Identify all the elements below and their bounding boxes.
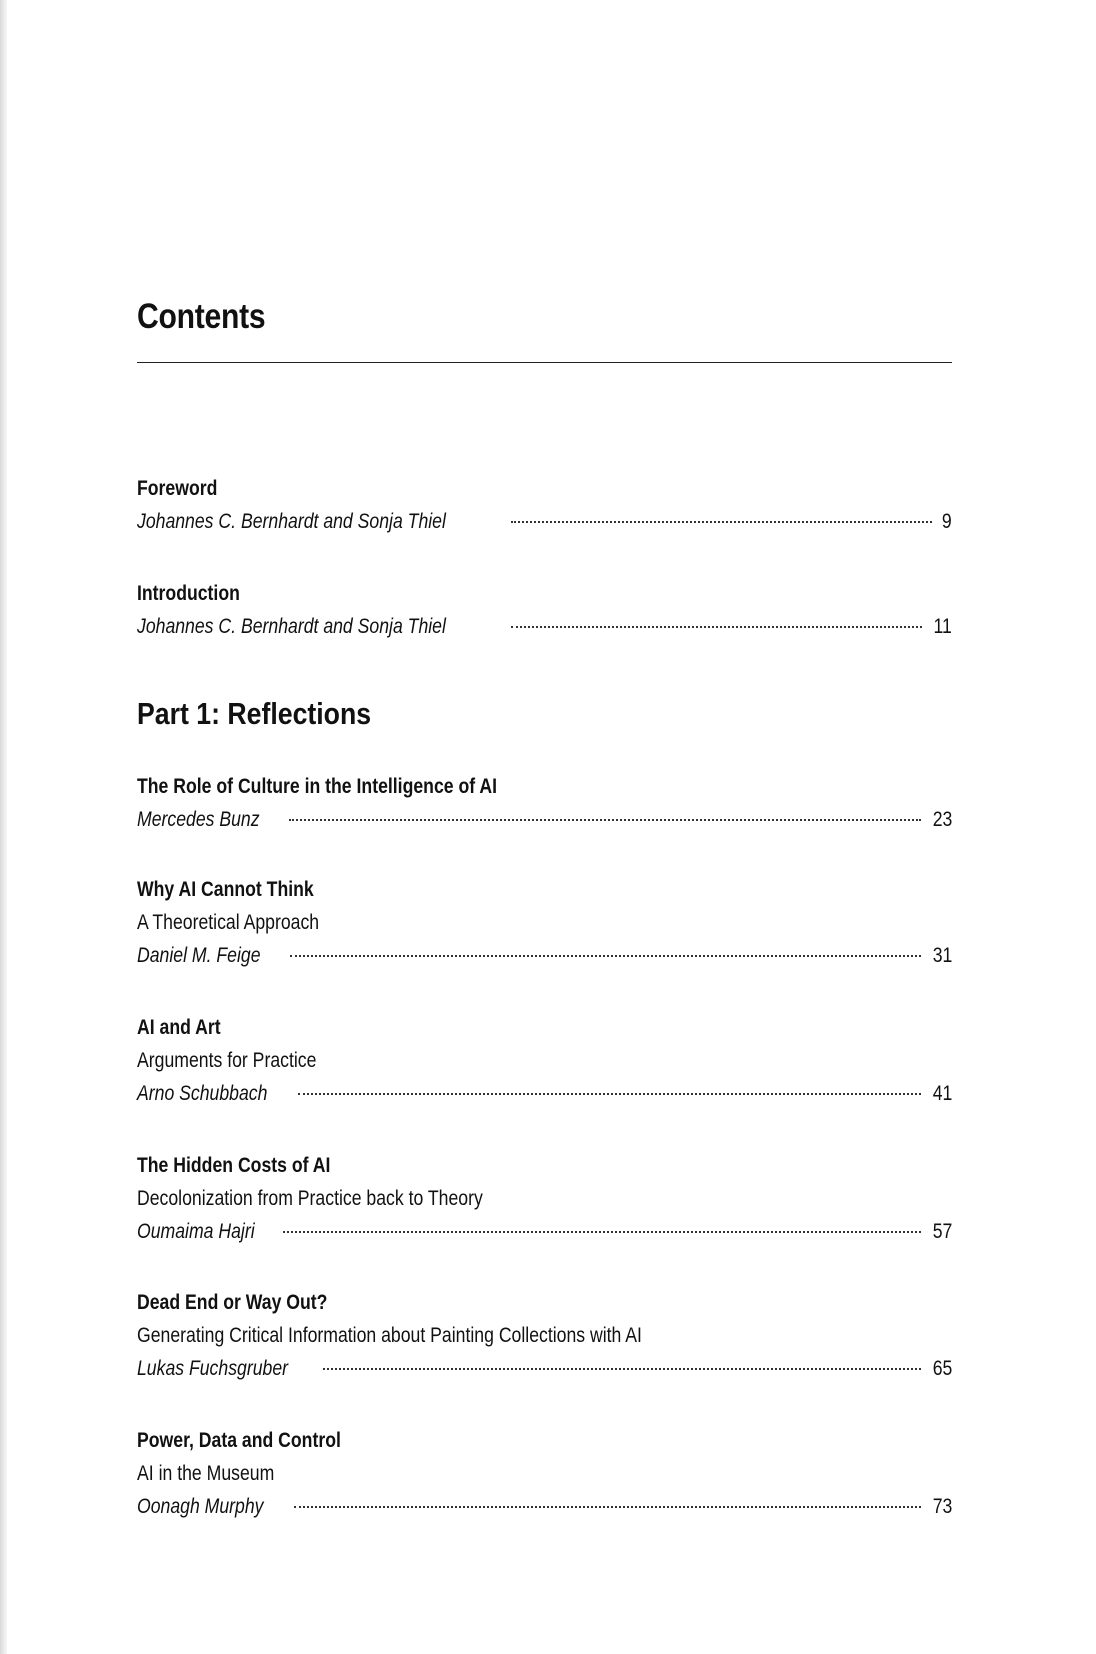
entry-author-line: [137, 803, 952, 836]
toc-entry-why-ai-cannot-think[interactable]: [137, 873, 952, 972]
entry-author: Mercedes Bunz: [137, 808, 260, 831]
entry-page-number: 73: [932, 1495, 952, 1518]
entry-subtitle: Arguments for Practice: [137, 1049, 317, 1072]
entry-author: Johannes C. Bernhardt and Sonja Thiel: [137, 615, 446, 638]
entry-page-number: 57: [932, 1220, 952, 1243]
dot-leader: [298, 1093, 920, 1095]
entry-title: The Hidden Costs of AI: [137, 1154, 331, 1177]
entry-title: Foreword: [137, 477, 218, 500]
entry-author: Oumaima Hajri: [137, 1220, 255, 1243]
entry-page-number: 9: [942, 510, 952, 533]
toc-entry-hidden-costs[interactable]: [137, 1149, 952, 1248]
dot-leader: [511, 521, 933, 523]
entry-author: Lukas Fuchsgruber: [137, 1357, 289, 1380]
dot-leader: [290, 955, 921, 957]
entry-subtitle: Generating Critical Information about Painting Collections with AI: [137, 1324, 642, 1347]
entry-page-number: 65: [932, 1357, 952, 1380]
entry-author: Oonagh Murphy: [137, 1495, 264, 1518]
title-divider: [137, 362, 952, 363]
entry-author-line: [137, 1077, 952, 1110]
entry-author-line: [137, 1215, 952, 1248]
toc-entry-dead-end[interactable]: [137, 1286, 952, 1385]
dot-leader: [511, 626, 922, 628]
toc-entry-introduction[interactable]: [137, 577, 952, 643]
entry-title: Why AI Cannot Think: [137, 878, 314, 901]
entry-author: Arno Schubbach: [137, 1082, 268, 1105]
toc-entry-role-of-culture[interactable]: [137, 770, 952, 836]
toc-entry-power-data-control[interactable]: [137, 1424, 952, 1523]
entry-page-number: 23: [932, 808, 952, 831]
dot-leader: [283, 1231, 921, 1233]
entry-subtitle: Decolonization from Practice back to Theory: [137, 1187, 483, 1210]
toc-entry-foreword[interactable]: [137, 472, 952, 538]
entry-author-line: [137, 505, 952, 538]
entry-title: Power, Data and Control: [137, 1429, 341, 1452]
entry-subtitle: A Theoretical Approach: [137, 911, 320, 934]
dot-leader: [289, 819, 921, 821]
entry-title: Introduction: [137, 582, 240, 605]
dot-leader: [323, 1368, 921, 1370]
page-title: Contents: [137, 297, 266, 336]
entry-page-number: 31: [932, 944, 952, 967]
toc-entry-ai-and-art[interactable]: [137, 1011, 952, 1110]
page-edge-shadow: [0, 0, 7, 1654]
entry-author: Johannes C. Bernhardt and Sonja Thiel: [137, 510, 446, 533]
entry-title: AI and Art: [137, 1016, 221, 1039]
entry-author-line: [137, 1490, 952, 1523]
entry-author-line: [137, 939, 952, 972]
entry-subtitle: AI in the Museum: [137, 1462, 275, 1485]
part-1-heading: Part 1: Reflections: [137, 696, 372, 731]
entry-title: Dead End or Way Out?: [137, 1291, 328, 1314]
entry-title: The Role of Culture in the Intelligence of AI: [137, 775, 498, 798]
entry-page-number: 41: [932, 1082, 952, 1105]
dot-leader: [294, 1506, 921, 1508]
entry-author: Daniel M. Feige: [137, 944, 261, 967]
entry-author-line: [137, 1352, 952, 1385]
entry-author-line: [137, 610, 952, 643]
entry-page-number: 11: [933, 615, 952, 638]
